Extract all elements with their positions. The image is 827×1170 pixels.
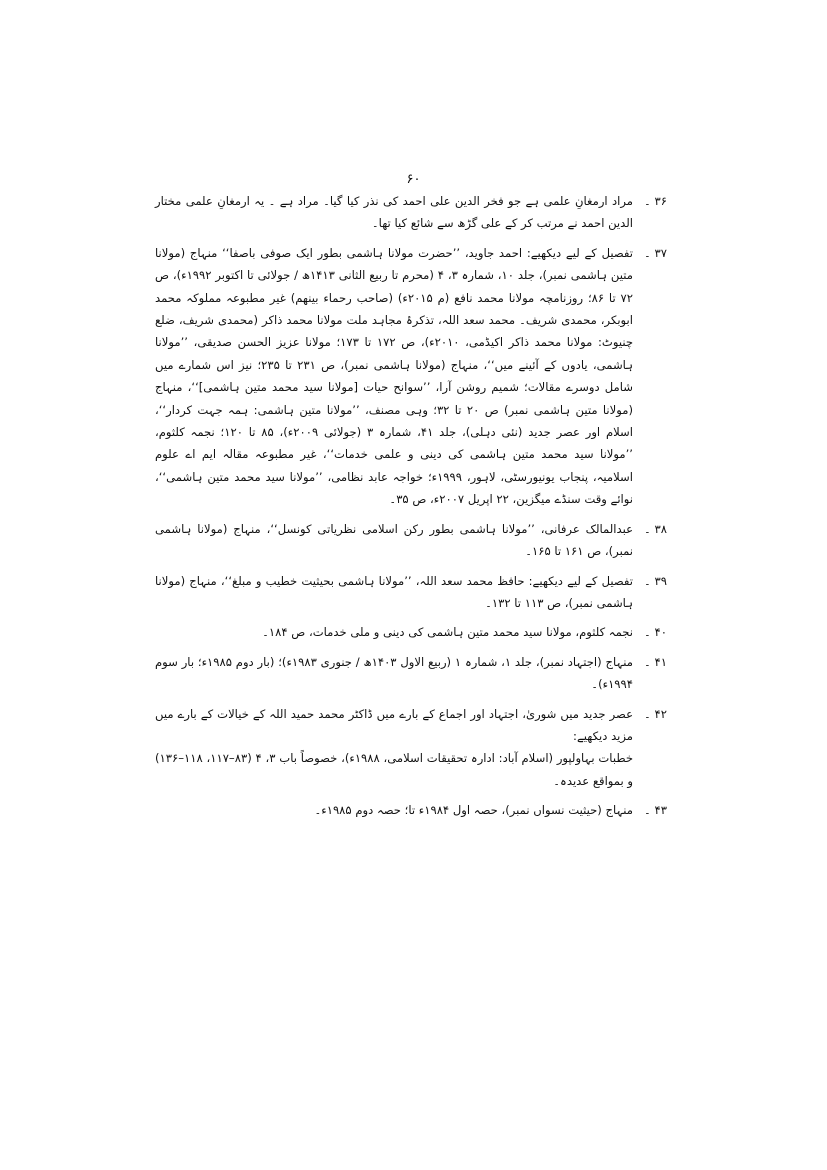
- endnote-text: تفصیل کے لیے دیکھیے: حافظ محمد سعد اللہ، ’’مولانا ہاشمی بحیثیت خطیب و مبلغ‘‘، منہاج (مولانا ہاشمی نمبر)، ص ۱۱۳ تا ۱۳۲۔: [155, 573, 633, 610]
- endnote-number: ۴۳ ۔: [644, 803, 667, 818]
- endnote-number: ۳۹ ۔: [644, 573, 667, 588]
- endnotes-list: [155, 190, 667, 829]
- endnote: [155, 518, 667, 563]
- endnote-text: مراد ارمغانِ علمی ہے جو فخر الدین علی احمد کی نذر کیا گیا۔ مراد ہے ۔ یہ ارمغانِ علمی مختار الدین احمد نے مرتب کر کے علی گڑھ سے شائع کیا تھا۔: [155, 194, 633, 231]
- endnote-text: عصر جدید میں شوریٰ، اجتہاد اور اجماع کے بارے میں ڈاکٹر محمد حمید اللہ کے خیالات کے بارے میں مزید دیکھیے:: [155, 706, 633, 743]
- endnote: [155, 570, 667, 615]
- endnote-text-block: [155, 703, 633, 793]
- endnote-text-block: [155, 242, 633, 511]
- endnote-text: منہاج (حیثیت نسواں نمبر)، حصہ اول ۱۹۸۴ء تا؛ حصہ دوم ۱۹۸۵ء۔: [314, 803, 633, 818]
- endnote-text: تفصیل کے لیے دیکھیے: احمد جاوید، ’’حضرت مولانا ہاشمی بطور ایک صوفی باصفا‘‘ منہاج (مولانا متین ہاشمی نمبر)، جلد ۱۰، شمارہ ۳، ۴ (محرم تا ربیع الثانی ۱۴۱۳ھ / جولائی تا اکتوبر ۱۹۹۲ء)، ص ۷۲ تا ۸۶؛ روزنامچہ مولانا محمد نافع (م ۲۰۱۵ء) (صاحب رحماء بینھم) غیر مطبوعہ مملوکہ محمد ابوبکر، محمدی شریف۔ محمد سعد اللہ، تذکرۂ مجاہد ملت مولانا محمد ذاکر (محمدی شریف، ضلع چنیوٹ: مولانا محمد ذاکر اکیڈمی، ۲۰۱۰ء)، ص ۱۷۲ تا ۱۷۳؛ مولانا عزیز الحسن صدیقی، ’’مولانا ہاشمی، یادوں کے آئینے میں‘‘، منہاج (مولانا ہاشمی نمبر)، ص ۲۳۱ تا ۲۳۵؛ نیز اس شمارے میں شامل دوسرے مقالات؛ شمیم روشن آرا، ’’سوانح حیات [مولانا سید محمد متین ہاشمی]‘‘، منہاج (مولانا متین ہاشمی نمبر) ص ۲۰ تا ۳۲؛ وہی مصنف، ’’مولانا متین ہاشمی: ہمہ جہت کردار‘‘، اسلام اور عصر جدید (نئی دہلی)، جلد ۴۱، شمارہ ۳ (جولائی ۲۰۰۹ء)، ۸۵ تا ۱۲۰؛ نجمہ کلثوم، ’’مولانا سید محمد متین ہاشمی کی دینی و علمی خدمات‘‘، غیر مطبوعہ مقالہ ایم اے علوم اسلامیہ، پنجاب یونیورسٹی، لاہور، ۱۹۹۹ء؛ خواجہ عابد نظامی، ’’مولانا سید محمد متین ہاشمی‘‘، نوائے وقت سنڈے میگزین، ۲۲ اپریل ۲۰۰۷ء، ص ۳۵۔: [155, 245, 633, 507]
- endnote: [155, 651, 667, 696]
- endnote-text-block: [155, 190, 633, 235]
- endnote-text-block: [155, 799, 633, 821]
- page-number: ۶۰: [406, 172, 421, 187]
- endnote-continuation: خطبات بہاولپور (اسلام آباد: ادارہ تحقیقات اسلامی، ۱۹۸۸ء)، خصوصاً باب ۳، ۴ (۸۳–۱۱۷، ۱۱۸–۱۳۶) و بمواقع عدیدہ۔: [155, 751, 634, 788]
- endnote-text-block: [155, 621, 633, 643]
- endnote-text-block: [155, 570, 633, 615]
- endnote-number: ۴۰ ۔: [644, 625, 667, 640]
- endnote-text-block: [155, 518, 633, 563]
- endnote-text: منہاج (اجتہاد نمبر)، جلد ۱، شمارہ ۱ (ربیع الاول ۱۴۰۳ھ / جنوری ۱۹۸۳ء)؛ (بار دوم ۱۹۸۵ء؛ بار سوم ۱۹۹۴ء)۔: [155, 654, 633, 692]
- endnote-number: ۳۶ ۔: [644, 194, 667, 208]
- endnote: [155, 242, 667, 511]
- endnote-number: ۴۱ ۔: [644, 654, 667, 669]
- endnote: [155, 190, 667, 235]
- endnote-number: ۴۲ ۔: [644, 706, 667, 721]
- endnote: [155, 621, 667, 643]
- endnote: [155, 703, 667, 793]
- endnote-number: ۳۸ ۔: [644, 521, 667, 536]
- endnote-text: عبدالمالک عرفانی، ’’مولانا ہاشمی بطور رکن اسلامی نظریاتی کونسل‘‘، منہاج (مولانا ہاشمی نمبر)، ص ۱۶۱ تا ۱۶۵۔: [155, 521, 633, 559]
- endnote-number: ۳۷ ۔: [644, 245, 667, 260]
- endnote: [155, 799, 667, 821]
- endnote-text: نجمہ کلثوم، مولانا سید محمد متین ہاشمی کی دینی و ملی خدمات، ص ۱۸۴۔: [262, 625, 633, 640]
- endnote-text-block: [155, 651, 633, 696]
